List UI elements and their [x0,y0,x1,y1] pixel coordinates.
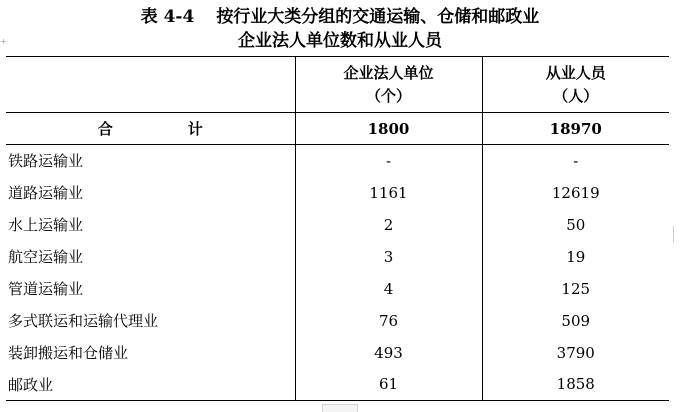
table-row [6,337,669,369]
row-category: 合 计 [6,113,295,145]
row-staff-value: 509 [561,311,591,330]
row-staff-value: 50 [566,215,586,234]
row-units-value: 4 [295,273,482,305]
header-units-cell [295,57,482,113]
row-staff-value: 3790 [556,343,595,362]
statistics-table [6,56,669,401]
header-staff-label: 从业人员 [545,63,606,82]
table-row [6,177,669,209]
row-category: 装卸搬运和仓储业 [6,337,295,369]
table-title [0,6,680,28]
page-edge-marker: + [0,37,7,46]
row-units-value: 1161 [295,177,482,209]
row-staff-value: - [573,151,579,170]
header-staff-unit: （人） [553,86,599,105]
header-staff-cell [482,57,669,113]
row-staff-value: 1858 [482,369,669,401]
row-staff-value: 19 [566,247,586,266]
row-units-value: 3 [295,241,482,273]
row-staff-value: 18970 [482,113,669,145]
row-units-value: 2 [295,209,482,241]
row-units-value: 61 [295,369,482,401]
header-units-unit: （个） [365,86,411,105]
row-category: 航空运输业 [6,241,295,273]
table-number: 表 4-4 [140,7,195,27]
row-category: 水上运输业 [6,209,295,241]
table-row [6,305,669,337]
scroll-edge-marker [673,226,680,242]
table-row [6,241,669,273]
row-units-value: 1800 [295,113,482,145]
table-title-line-1: 按行业大类分组的交通运输、仓储和邮政业 [216,7,540,27]
table-row [6,209,669,241]
row-category: 铁路运输业 [6,145,295,177]
table-row [6,273,669,305]
header-category-cell [6,57,295,113]
row-units-value: 493 [295,337,482,369]
row-units-value: 76 [295,305,482,337]
row-category: 邮政业 [6,369,295,401]
table-row [6,145,669,177]
row-category: 管道运输业 [6,273,295,305]
table-title-line-2: 企业法人单位数和从业人员 [238,31,442,51]
row-category: 多式联运和运输代理业 [6,305,295,337]
header-units-label: 企业法人单位 [343,63,434,82]
row-staff-value: 125 [561,279,591,298]
row-category: 道路运输业 [6,177,295,209]
row-staff-value: 12619 [551,183,600,202]
table-header-row [6,57,669,113]
table-row [6,369,669,401]
table-row-total [6,113,669,145]
row-units-value: - [295,145,482,177]
